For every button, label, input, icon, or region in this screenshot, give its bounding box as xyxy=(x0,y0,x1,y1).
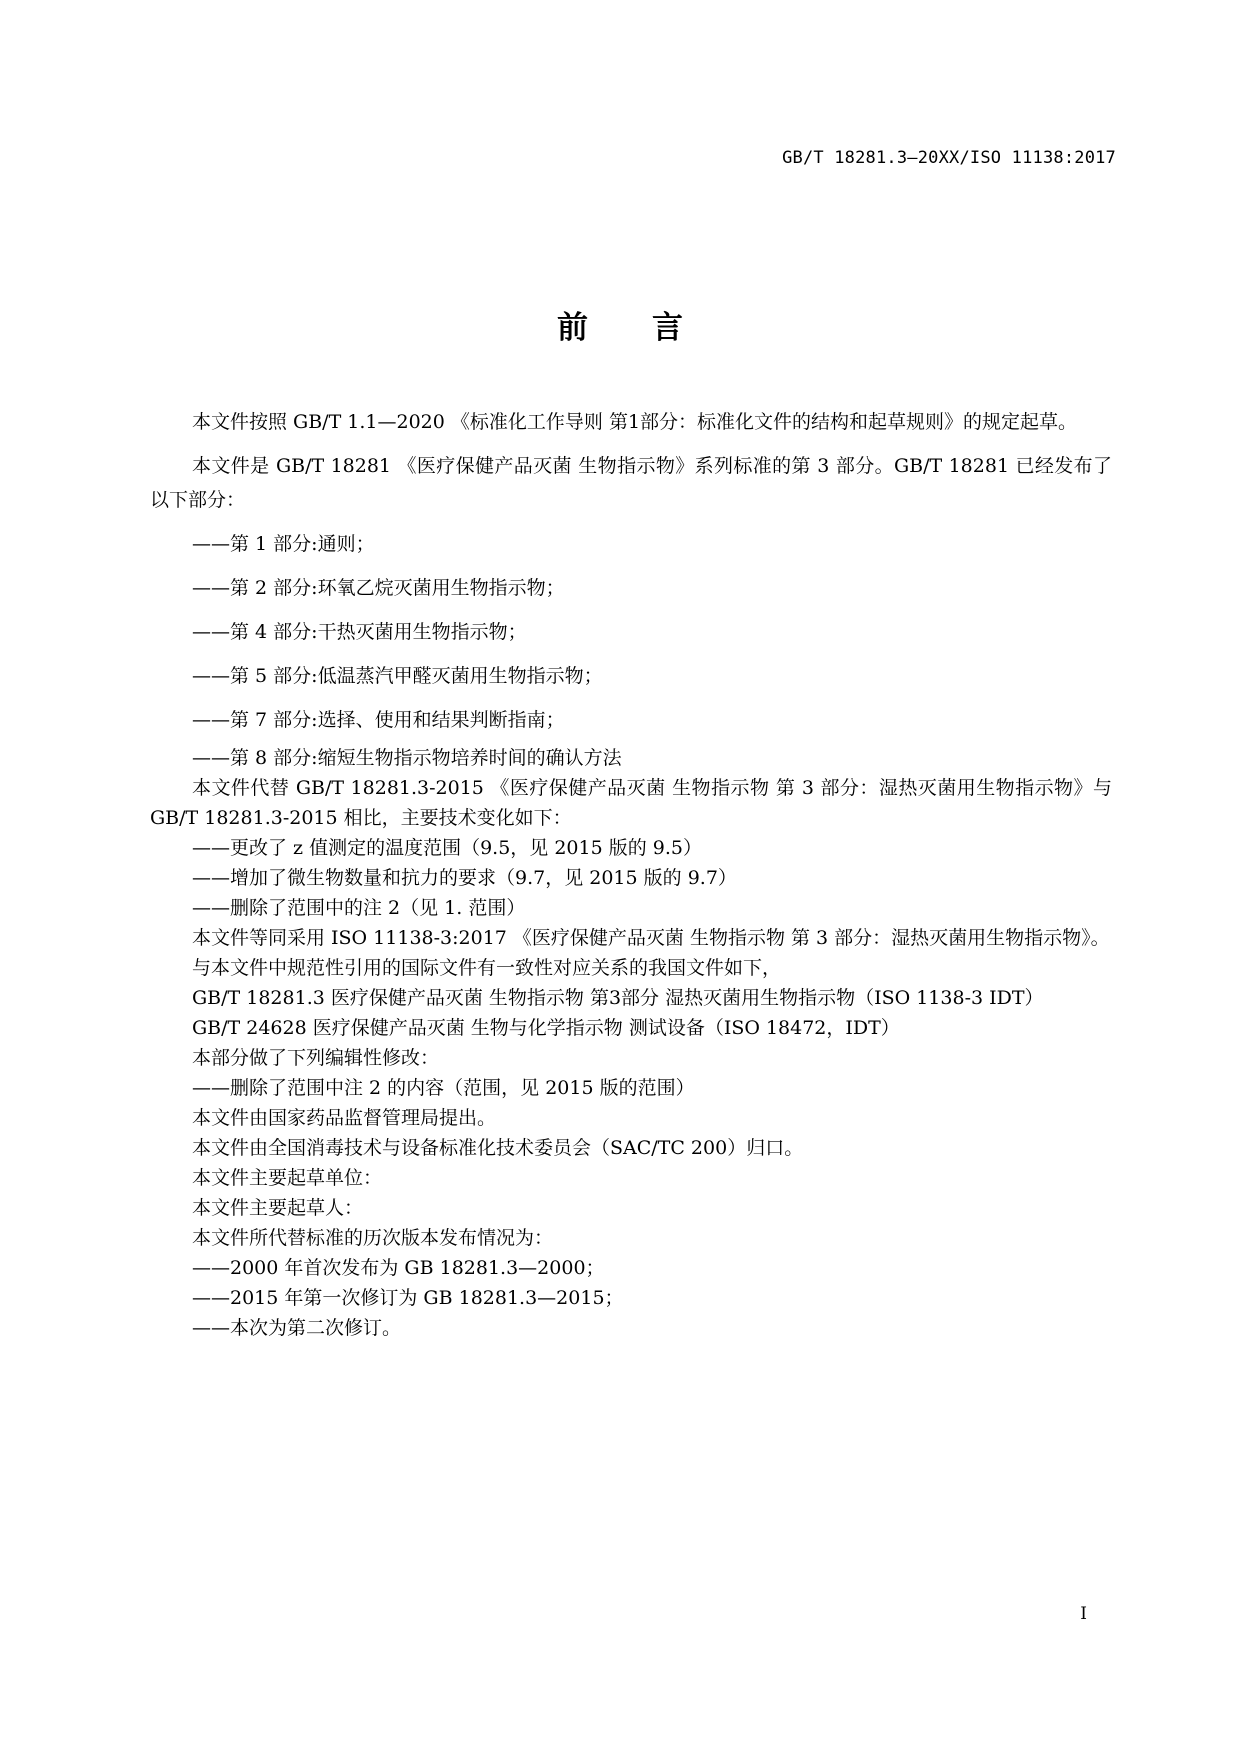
history-item: ——本次为第二次修订。 xyxy=(192,1317,402,1339)
technical-change-item: ——更改了 z 值测定的温度范围（9.5，见 2015 版的 9.5） xyxy=(192,837,702,859)
adoption-paragraph: 本文件等同采用 ISO 11138-3:2017 《医疗保健产品灭菌 生物指示物 第 3 部分：湿热灭菌用生物指示物》。 xyxy=(192,927,1110,949)
part-list-item: ——第 8 部分:缩短生物指示物培养时间的确认方法 xyxy=(192,747,622,769)
history-intro: 本文件所代替标准的历次版本发布情况为： xyxy=(192,1227,554,1249)
editorial-intro: 本部分做了下列编辑性修改： xyxy=(192,1047,440,1069)
correspondence-item: GB/T 24628 医疗保健产品灭菌 生物与化学指示物 测试设备（ISO 18472，IDT） xyxy=(192,1017,900,1039)
replacement-paragraph: 本文件代替 GB/T 18281.3-2015 《医疗保健产品灭菌 生物指示物 第 3 部分：湿热灭菌用生物指示物》与 GB/T 18281.3-2015 相比，主要技术变化如下： xyxy=(150,777,1112,829)
technical-change-item: ——增加了微生物数量和抗力的要求（9.7，见 2015 版的 9.7） xyxy=(192,867,737,889)
part-list-item: ——第 7 部分:选择、使用和结果判断指南； xyxy=(192,709,565,731)
part-list-item: ——第 4 部分:干热灭菌用生物指示物； xyxy=(192,621,527,643)
centralizer-line: 本文件由全国消毒技术与设备标准化技术委员会（SAC/TC 200）归口。 xyxy=(192,1137,804,1159)
correspondence-intro: 与本文件中规范性引用的国际文件有一致性对应关系的我国文件如下， xyxy=(192,957,782,979)
intro-paragraph-1: 本文件按照 GB/T 1.1—2020 《标准化工作导则 第1部分：标准化文件的结构和起草规则》的规定起草。 xyxy=(192,411,1078,433)
part-list-item: ——第 2 部分:环氧乙烷灭菌用生物指示物； xyxy=(192,577,565,599)
proposer-line: 本文件由国家药品监督管理局提出。 xyxy=(192,1107,497,1129)
foreword-body xyxy=(150,405,1112,1343)
standard-number-header: GB/T 18281.3—20XX/ISO 11138:2017 xyxy=(782,148,1116,168)
drafters-line: 本文件主要起草人： xyxy=(192,1197,364,1219)
history-item: ——2015 年第一次修订为 GB 18281.3—2015； xyxy=(192,1287,624,1309)
part-list-item: ——第 1 部分:通则； xyxy=(192,533,375,555)
history-item: ——2000 年首次发布为 GB 18281.3—2000； xyxy=(192,1257,605,1279)
technical-change-item: ——删除了范围中的注 2（见 1. 范围） xyxy=(192,897,526,919)
editorial-item: ——删除了范围中注 2 的内容（范围，见 2015 版的范围） xyxy=(192,1077,695,1099)
drafting-units-line: 本文件主要起草单位： xyxy=(192,1167,383,1189)
page-number: I xyxy=(1080,1604,1087,1624)
part-list-item: ——第 5 部分:低温蒸汽甲醛灭菌用生物指示物； xyxy=(192,665,603,687)
page-title: 前言 xyxy=(557,310,747,346)
intro-paragraph-2: 本文件是 GB/T 18281 《医疗保健产品灭菌 生物指示物》系列标准的第 3 部分。GB/T 18281 已经发布了以下部分： xyxy=(150,455,1112,511)
correspondence-item: GB/T 18281.3 医疗保健产品灭菌 生物指示物 第3部分 湿热灭菌用生物指示物（ISO 1138-3 IDT） xyxy=(192,987,1044,1009)
